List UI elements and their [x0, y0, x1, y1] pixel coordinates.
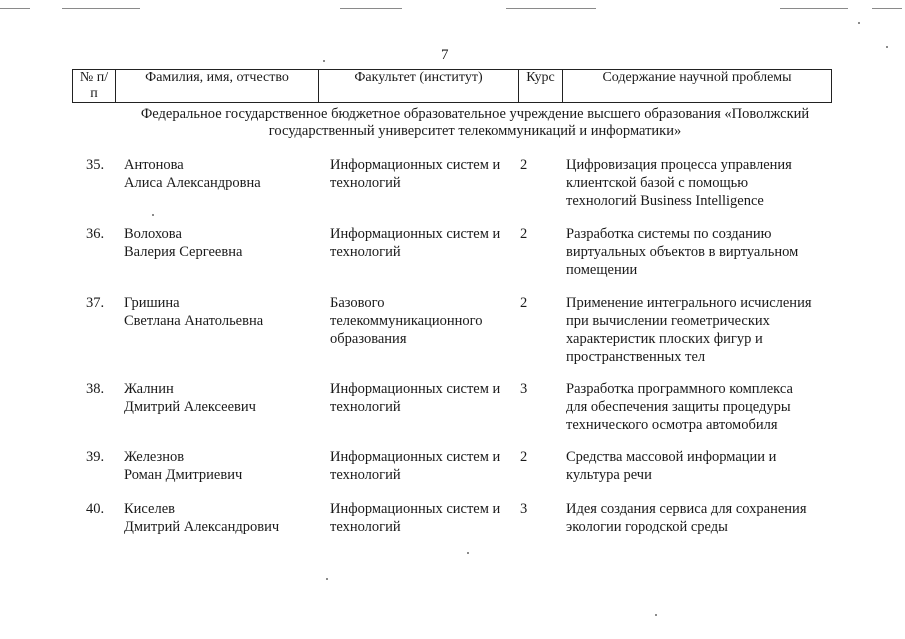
page-number: 7: [441, 47, 449, 63]
scan-speck: [858, 22, 860, 24]
student-name: Жалнин Дмитрий Алексеевич: [124, 381, 256, 415]
scan-artifact-line: [506, 8, 596, 9]
faculty: Базового телекоммуникационного образования: [330, 295, 483, 347]
faculty: Информационных систем и технологий: [330, 449, 501, 483]
student-name: Волохова Валерия Сергеевна: [124, 226, 243, 260]
course: 3: [520, 381, 528, 397]
research-topic: Разработка программного комплекса для обеспечения защиты процедуры технического осмотра автомобиля: [566, 381, 793, 433]
scan-speck: [467, 552, 469, 554]
student-name: Гришина Светлана Анатольевна: [124, 295, 264, 329]
research-topic: Применение интегрального исчисления при вычислении геометрических характеристик плоских фигур и пространственных тел: [566, 295, 812, 365]
student-name: Антонова Алиса Александровна: [124, 157, 261, 191]
research-topic: Цифровизация процесса управления клиентской базой с помощью технологий Business Intelligence: [566, 157, 792, 209]
section-title: Федеральное государственное бюджетное образовательное учреждение высшего образования «Поволжский государственный университет телекоммуникаций и информатики»: [140, 106, 810, 139]
course: 2: [520, 226, 528, 242]
faculty: Информационных систем и технологий: [330, 501, 501, 535]
scan-artifact-line: [62, 8, 140, 9]
header-name: Фамилия, имя, отчество: [116, 70, 319, 103]
row-number: 36.: [86, 226, 105, 242]
student-name: Киселев Дмитрий Александрович: [124, 501, 280, 535]
row-number: 37.: [86, 295, 105, 311]
scan-artifact-line: [340, 8, 402, 9]
scan-speck: [326, 578, 328, 580]
row-number: 40.: [86, 501, 105, 517]
student-name: Железнов Роман Дмитриевич: [124, 449, 243, 483]
header-num: [73, 70, 116, 103]
scan-speck: [886, 46, 888, 48]
course: 2: [520, 157, 528, 173]
row-number: 35.: [86, 157, 105, 173]
header-faculty: Факультет (институт): [319, 70, 519, 103]
header-course: Курс: [519, 70, 563, 103]
scan-artifact-line: [780, 8, 848, 9]
faculty: Информационных систем и технологий: [330, 226, 501, 260]
course: 2: [520, 295, 528, 311]
header-topic: Содержание научной проблемы: [563, 70, 832, 103]
faculty: Информационных систем и технологий: [330, 157, 501, 191]
header-num-label: № п/п: [79, 70, 109, 101]
research-topic: Идея создания сервиса для сохранения экологии городской среды: [566, 501, 807, 535]
course: 3: [520, 501, 528, 517]
scan-speck: [323, 60, 325, 62]
research-topic: Средства массовой информации и культура речи: [566, 449, 777, 483]
course: 2: [520, 449, 528, 465]
scan-artifact-line: [872, 8, 902, 9]
table-header: [72, 69, 832, 103]
scan-speck: [655, 614, 657, 616]
faculty: Информационных систем и технологий: [330, 381, 501, 415]
scan-speck: [152, 214, 154, 216]
row-number: 38.: [86, 381, 105, 397]
research-topic: Разработка системы по созданию виртуальных объектов в виртуальном помещении: [566, 226, 799, 278]
scan-artifact-line: [0, 8, 30, 9]
row-number: 39.: [86, 449, 105, 465]
